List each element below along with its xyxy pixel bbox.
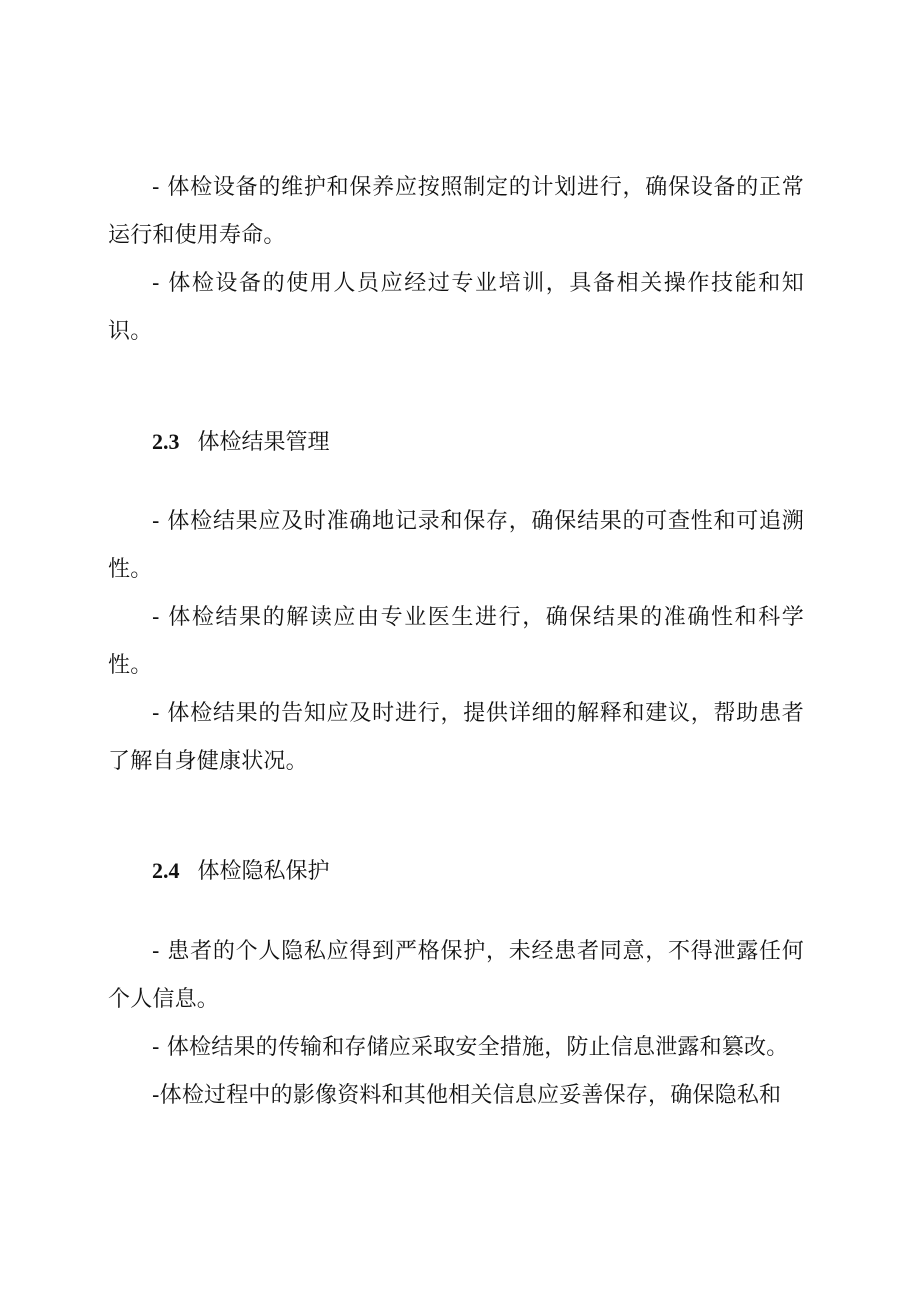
paragraph-result-interpretation: - 体检结果的解读应由专业医生进行，确保结果的准确性和科学性。 <box>108 605 804 678</box>
section-title: 体检隐私保护 <box>197 859 330 884</box>
paragraph-equipment-maintenance: - 体检设备的维护和保养应按照制定的计划进行，确保设备的正常运行和使用寿命。 <box>108 175 804 248</box>
paragraph-personal-privacy: - 患者的个人隐私应得到严格保护，未经患者同意，不得泄露任何个人信息。 <box>108 939 804 1012</box>
section-number: 2.3 <box>152 429 180 454</box>
paragraph-result-recording: - 体检结果应及时准确地记录和保存，确保结果的可查性和可追溯性。 <box>108 509 804 582</box>
section-heading-2-3 <box>152 427 330 458</box>
section-title: 体检结果管理 <box>197 430 330 455</box>
section-heading-2-4 <box>152 856 330 887</box>
paragraph-result-notification: - 体检结果的告知应及时进行，提供详细的解释和建议，帮助患者了解自身健康状况。 <box>108 701 804 774</box>
paragraph-equipment-operator-training: - 体检设备的使用人员应经过专业培训，具备相关操作技能和知识。 <box>108 271 804 344</box>
paragraph-data-security: - 体检结果的传输和存储应采取安全措施，防止信息泄露和篡改。 <box>152 1035 789 1060</box>
section-number: 2.4 <box>152 858 180 883</box>
paragraph-image-records: -体检过程中的影像资料和其他相关信息应妥善保存，确保隐私和 <box>152 1083 782 1108</box>
